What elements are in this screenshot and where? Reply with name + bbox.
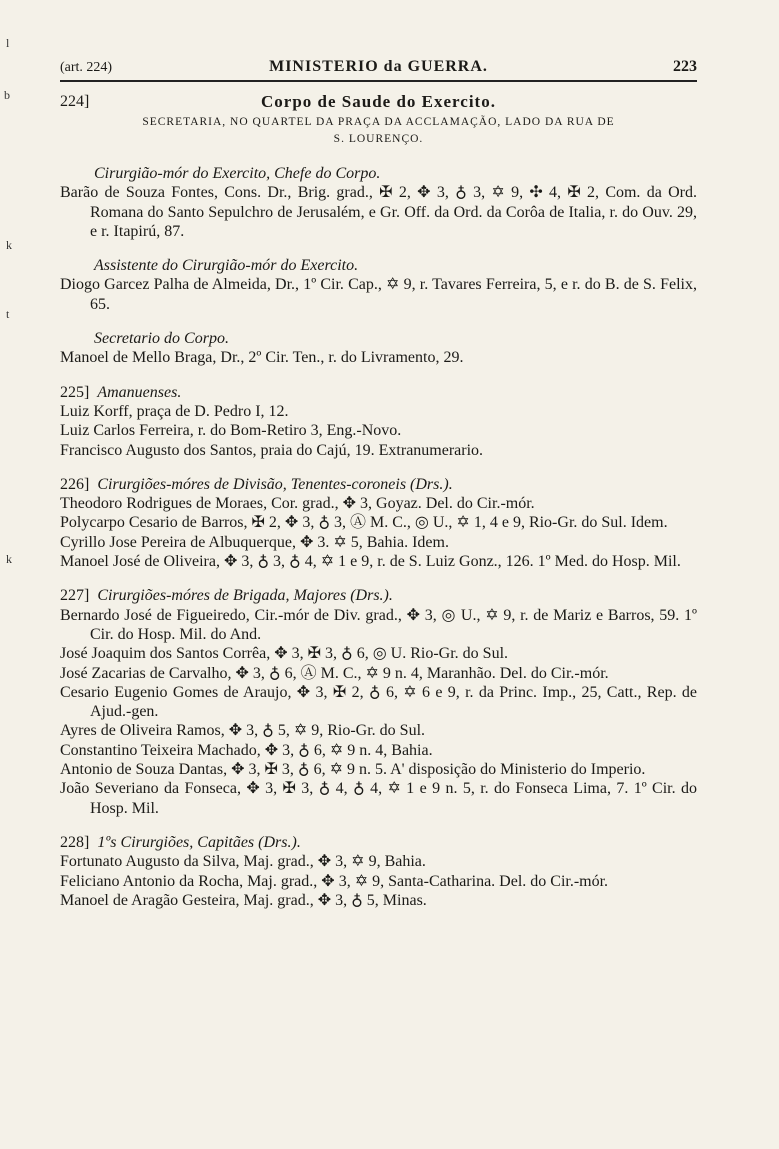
section-heading-text: Cirurgiões-móres de Brigada, Majores (Drs.). bbox=[97, 587, 393, 605]
role-heading: Secretario do Corpo. bbox=[94, 330, 229, 348]
entry: Antonio de Souza Dantas, ✥ 3, ✠ 3, ♁ 6, ✡ 9 n. 5. A' disposição do Ministerio do Imperio. bbox=[60, 761, 646, 779]
section-heading bbox=[60, 833, 697, 852]
entry: José Zacarias de Carvalho, ✥ 3, ♁ 6, Ⓐ M. C., ✡ 9 n. 4, Maranhão. Del. do Cir.-mór. bbox=[60, 664, 609, 682]
role-heading: Cirurgião-mór do Exercito, Chefe do Corpo. bbox=[94, 165, 381, 182]
section-heading-text: Cirurgiões-móres de Divisão, Tenentes-coroneis (Drs.). bbox=[97, 475, 453, 493]
entry: Manoel de Aragão Gesteira, Maj. grad., ✥ 3, ♁ 5, Minas. bbox=[60, 891, 427, 909]
section-heading bbox=[60, 383, 697, 402]
section-number: 228] bbox=[60, 833, 90, 851]
entry: Luiz Carlos Ferreira, r. do Bom-Retiro 3, Eng.-Novo. bbox=[60, 422, 402, 440]
entry: Francisco Augusto dos Santos, praia do Cajú, 19. Extranumerario. bbox=[60, 441, 484, 459]
margin-mark: k bbox=[6, 552, 12, 566]
entry: Barão de Souza Fontes, Cons. Dr., Brig. grad., ✠ 2, ✥ 3, ♁ 3, ✡ 9, ✣ 4, ✠ 2, Com. da Ord. Romana do Santo Sepulchro de Jerusalém, e Gr. Off. da Ord. da Corôa de Italia, r. do Ouv. 29, e r. Itapirú, 87. bbox=[60, 184, 697, 240]
section-heading-text: 1ºs Cirurgiões, Capitães (Drs.). bbox=[97, 833, 301, 851]
entry: Theodoro Rodrigues de Moraes, Cor. grad., ✥ 3, Goyaz. Del. do Cir.-mór. bbox=[60, 495, 535, 513]
entry: Bernardo José de Figueiredo, Cir.-mór de Div. grad., ✥ 3, ◎ U., ✡ 9, r. de Mariz e Barros, 59. 1º Cir. do Hosp. Mil. do And. bbox=[60, 606, 697, 643]
entry: João Severiano da Fonseca, ✥ 3, ✠ 3, ♁ 4, ♁ 4, ✡ 1 e 9 n. 5, r. do Fonseca Lima, 7. 1º Cir. do Hosp. Mil. bbox=[60, 780, 697, 817]
entry: Cyrillo Jose Pereira de Albuquerque, ✥ 3. ✡ 5, Bahia. Idem. bbox=[60, 533, 449, 551]
subtitle-line: SECRETARIA, NO QUARTEL DA PRAÇA DA ACCLAMAÇÃO, LADO DA RUA DE bbox=[142, 116, 615, 128]
section-number: 227] bbox=[60, 587, 90, 605]
header-article-ref: (art. 224) bbox=[60, 60, 113, 75]
entry: Feliciano Antonio da Rocha, Maj. grad., ✥ 3, ✡ 9, Santa-Catharina. Del. do Cir.-mór. bbox=[60, 872, 609, 890]
section-heading bbox=[60, 586, 697, 605]
section-title bbox=[60, 92, 697, 114]
section-number: 226] bbox=[60, 475, 90, 493]
running-header bbox=[60, 58, 697, 82]
entry: Polycarpo Cesario de Barros, ✠ 2, ✥ 3, ♁ 3, Ⓐ M. C., ◎ U., ✡ 1, 4 e 9, Rio-Gr. do Sul. Idem. bbox=[60, 514, 668, 532]
section-number: 225] bbox=[60, 383, 90, 401]
subtitle-line: S. LOURENÇO. bbox=[333, 133, 424, 145]
margin-mark: b bbox=[4, 88, 10, 102]
entry: Fortunato Augusto da Silva, Maj. grad., ✥ 3, ✡ 9, Bahia. bbox=[60, 853, 426, 871]
section-heading-text: Amanuenses. bbox=[97, 383, 182, 401]
section-heading bbox=[60, 475, 697, 494]
entry: Manoel José de Oliveira, ✥ 3, ♁ 3, ♁ 4, ✡ 1 e 9, r. de S. Luiz Gonz., 126. 1º Med. do Hosp. Mil. bbox=[60, 553, 681, 571]
entry: José Joaquim dos Santos Corrêa, ✥ 3, ✠ 3, ♁ 6, ◎ U. Rio-Gr. do Sul. bbox=[60, 645, 509, 663]
page-body bbox=[60, 92, 697, 910]
entry: Luiz Korff, praça de D. Pedro I, 12. bbox=[60, 402, 289, 420]
page-number: 223 bbox=[673, 58, 697, 75]
margin-mark: k bbox=[6, 238, 12, 252]
entry: Manoel de Mello Braga, Dr., 2º Cir. Ten., r. do Livramento, 29. bbox=[60, 349, 464, 367]
entry: Diogo Garcez Palha de Almeida, Dr., 1º Cir. Cap., ✡ 9, r. Tavares Ferreira, 5, e r. do B. de S. Felix, 65. bbox=[60, 276, 697, 313]
entry: Constantino Teixeira Machado, ✥ 3, ♁ 6, ✡ 9 n. 4, Bahia. bbox=[60, 741, 433, 759]
role-heading: Assistente do Cirurgião-mór do Exercito. bbox=[94, 257, 359, 275]
entry: Ayres de Oliveira Ramos, ✥ 3, ♁ 5, ✡ 9, Rio-Gr. do Sul. bbox=[60, 722, 426, 740]
margin-mark: l bbox=[6, 36, 10, 50]
header-title: MINISTERIO da GUERRA. bbox=[269, 58, 488, 75]
entry: Cesario Eugenio Gomes de Araujo, ✥ 3, ✠ 2, ♁ 6, ✡ 6 e 9, r. da Princ. Imp., 25, Catt., Rep. de Ajud.-gen. bbox=[60, 683, 697, 721]
section-number: 224] bbox=[60, 93, 90, 110]
section-title-text: Corpo de Saude do Exercito. bbox=[261, 92, 496, 111]
margin-mark: t bbox=[6, 307, 10, 321]
